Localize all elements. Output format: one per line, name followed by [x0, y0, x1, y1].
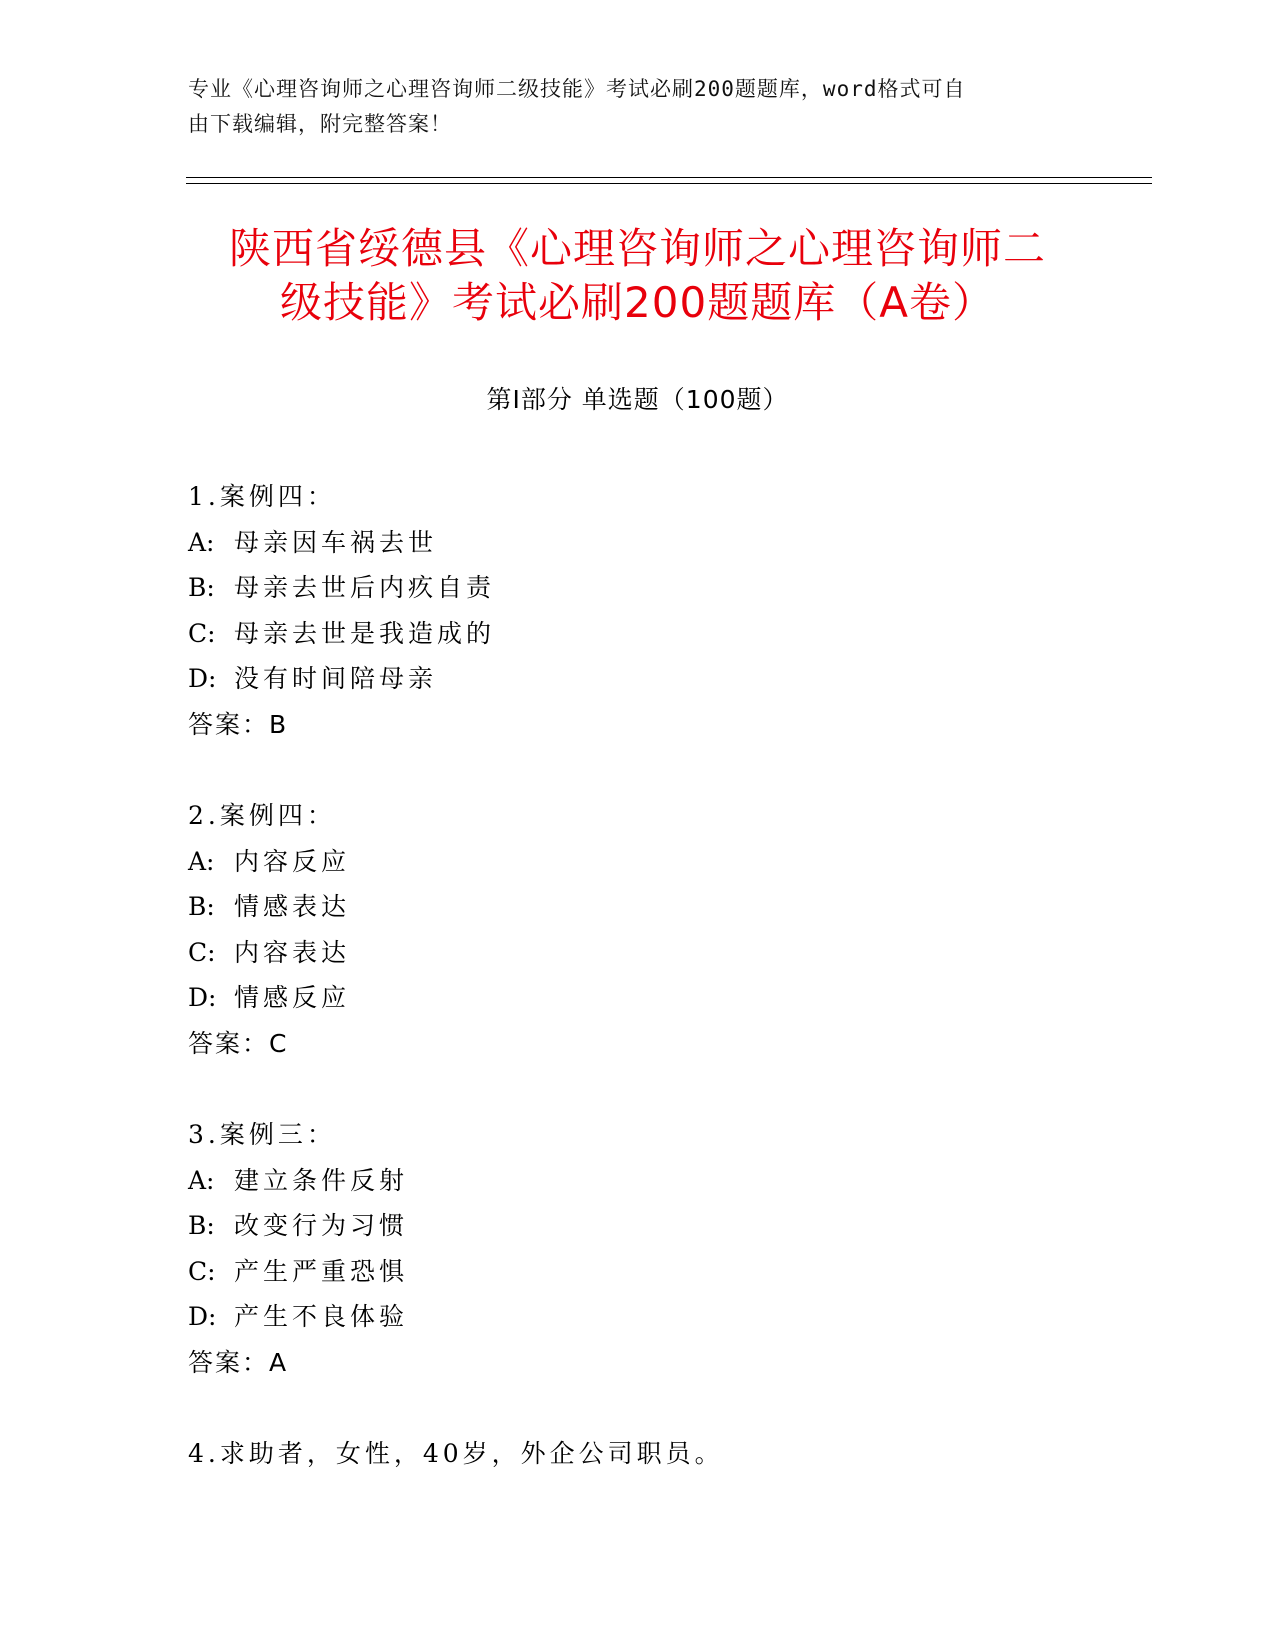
question-item [188, 793, 1088, 1066]
answer-line: 答案：B [188, 709, 289, 739]
option-key: C: [188, 618, 216, 648]
header-note-line-2: 由下载编辑，附完整答案！ [188, 112, 452, 136]
question-stem: 4.求助者，女性，40岁，外企公司职员。 [188, 1439, 724, 1468]
question-stem: 2.案例四： [188, 801, 336, 830]
option-key: A: [188, 846, 215, 876]
question-stem: 1.案例四： [188, 482, 336, 511]
option-text: 建立条件反射 [234, 1165, 409, 1195]
option-key: D: [188, 1302, 217, 1331]
option-text: 母亲因车祸去世 [234, 527, 438, 557]
option-text: 改变行为习惯 [234, 1211, 409, 1240]
document-title [150, 222, 1125, 330]
option-text: 情感表达 [234, 892, 351, 921]
option-d [188, 1294, 1088, 1340]
answer-line: 答案：C [188, 1028, 289, 1058]
option-key: B: [188, 1211, 215, 1240]
header-divider-top [186, 177, 1152, 178]
answer-line: 答案：A [188, 1347, 289, 1377]
section-heading: 第Ⅰ部分 单选题（100题） [486, 385, 789, 414]
option-key: C: [188, 937, 216, 967]
question-stem: 3.案例三： [188, 1120, 336, 1149]
document-title-line-1: 陕西省绥德县《心理咨询师之心理咨询师二 [228, 224, 1046, 273]
option-text: 产生不良体验 [234, 1302, 409, 1331]
option-text: 情感反应 [234, 983, 351, 1012]
option-c [188, 930, 1088, 976]
option-a [188, 520, 1088, 566]
option-a [188, 1158, 1088, 1204]
question-list [188, 474, 1088, 1523]
option-b [188, 884, 1088, 930]
option-text: 母亲去世后内疚自责 [234, 573, 496, 602]
option-text: 母亲去世是我造成的 [234, 618, 496, 648]
option-key: C: [188, 1256, 216, 1286]
question-item [188, 474, 1088, 747]
header-note-line-1: 专业《心理咨询师之心理咨询师二级技能》考试必刷200题题库，word格式可自 [188, 77, 966, 101]
option-c [188, 611, 1088, 657]
option-key: A: [188, 527, 215, 557]
question-item [188, 1112, 1088, 1385]
question-item [188, 1431, 1088, 1477]
option-a [188, 839, 1088, 885]
header-note [188, 72, 1068, 142]
option-text: 没有时间陪母亲 [234, 664, 438, 693]
option-b [188, 1203, 1088, 1249]
option-b [188, 565, 1088, 611]
option-key: B: [188, 573, 215, 602]
option-key: B: [188, 892, 215, 921]
option-c [188, 1249, 1088, 1295]
option-key: D: [188, 664, 217, 693]
option-d [188, 975, 1088, 1021]
option-key: A: [188, 1165, 215, 1195]
option-text: 内容反应 [234, 846, 351, 876]
option-d [188, 656, 1088, 702]
option-text: 内容表达 [234, 937, 351, 967]
document-title-line-2: 级技能》考试必刷200题题库（A卷） [280, 278, 995, 327]
option-key: D: [188, 983, 217, 1012]
header-divider-bottom [186, 183, 1152, 184]
option-text: 产生严重恐惧 [234, 1256, 409, 1286]
